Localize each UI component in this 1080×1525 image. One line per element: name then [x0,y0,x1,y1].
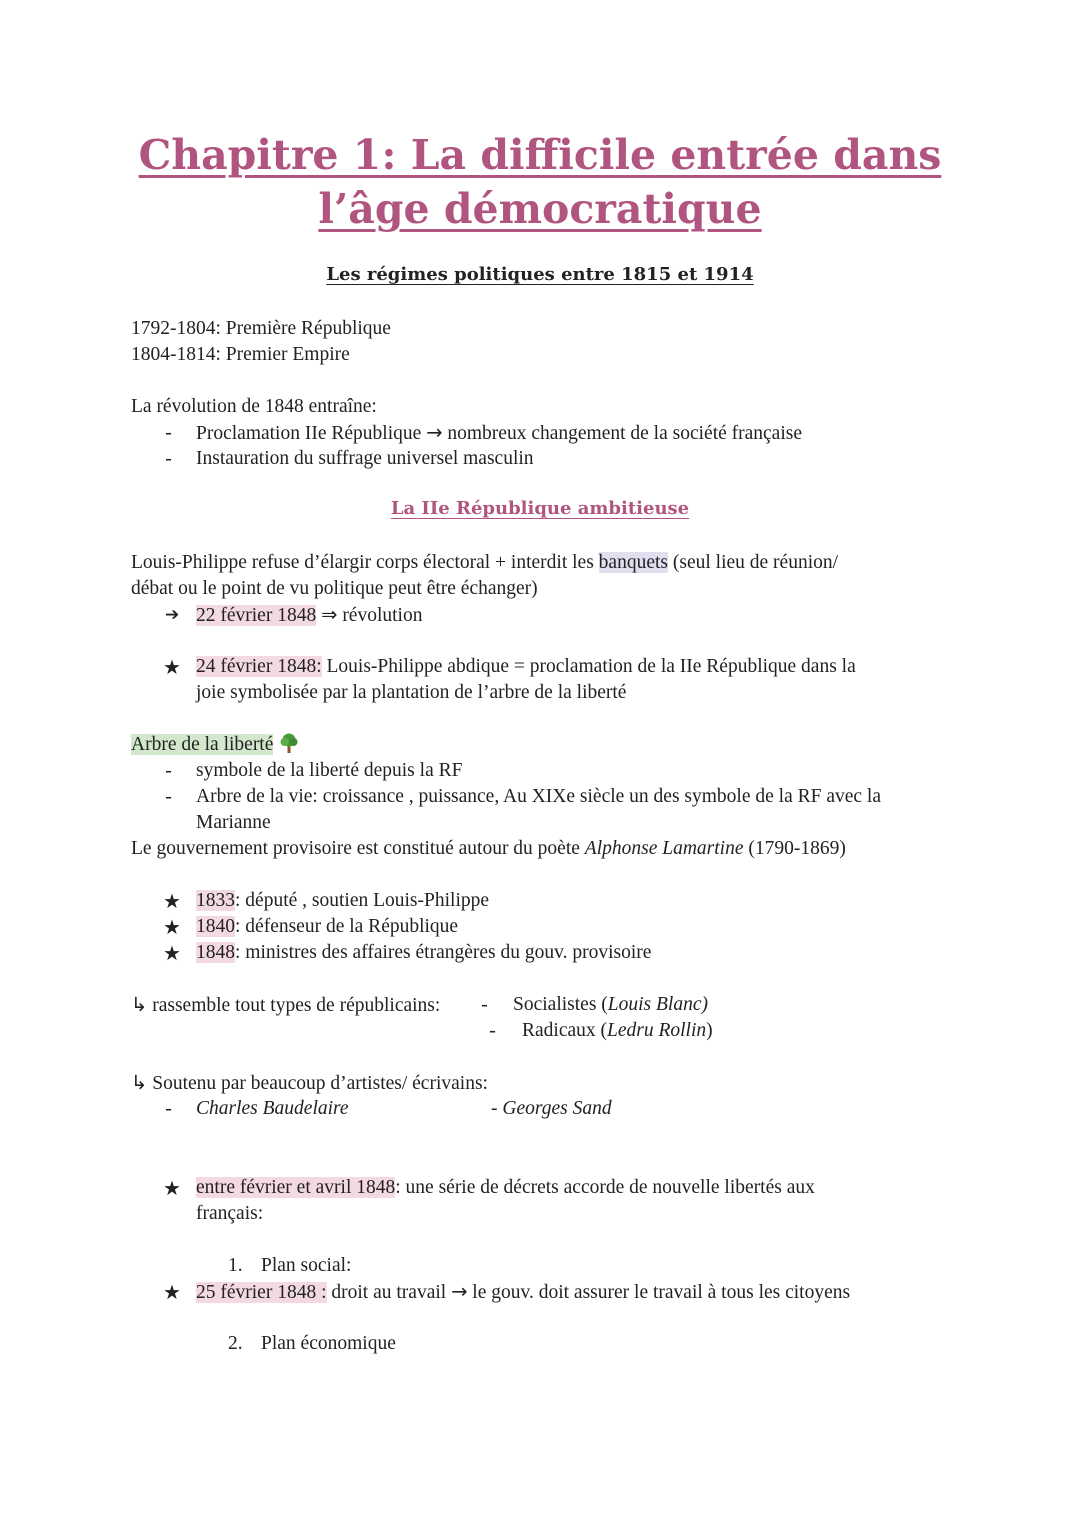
plan-economique: Plan économique [261,1333,396,1354]
bullet-text: Proclamation IIe République [196,423,422,444]
party-leader: Louis Blanc) [607,994,708,1015]
highlight-year: 1840 [196,916,235,937]
bullet-text-rest: nombreux changement de la société française [442,423,803,444]
artist-sand [491,1096,612,1122]
soutenu-line [131,1070,488,1097]
arrow-item-revolution [196,602,422,629]
tree-bullet-2-line2: Marianne [196,812,271,833]
p1-text: Louis-Philippe refuse d’élargir corps électoral + interdit les [131,552,599,573]
highlight-banquets: banquets [598,552,668,573]
highlight-year: 1848 [196,942,235,963]
highlight-year: 1833 [196,890,235,911]
party-label: Radicaux ( [522,1020,608,1041]
bullet-dash: - [165,1097,173,1120]
star-item-abdication-line2: joie symbolisée par la plantation de l’arbre de la liberté [196,682,627,703]
plan-number-2: 2. [228,1333,243,1354]
highlight-date: 22 février 1848 [196,605,317,626]
highlight-date: 25 février 1848 : [196,1282,327,1303]
section-heading-republique: La IIe République ambitieuse [390,498,690,519]
bullet-dash: - [489,1019,497,1042]
tree-bullet-1: symbole de la liberté depuis la RF [196,760,463,781]
rassemble-text: rassemble tout types de républicains: [147,995,441,1016]
plan-social: Plan social: [261,1255,352,1276]
decrets-text: : une série de décrets accorde de nouvelle libertés aux [395,1177,815,1198]
rassemble-socialistes [513,992,708,1018]
bullet-proclamation [196,420,802,447]
page-title-line2: l’âge démocratique [318,185,762,233]
hook-arrow-icon: ↳ [131,1071,148,1094]
artist-baudelaire [196,1096,349,1122]
lamartine-text: : député , soutien Louis-Philippe [235,890,490,911]
tree-icon [278,732,300,754]
travail-rest: le gouv. doit assurer le travail à tous les citoyens [467,1282,851,1303]
section-heading-regimes: Les régimes politiques entre 1815 et 1914 [326,264,754,285]
arrow-right-icon: → [451,1280,468,1303]
gov-text: Le gouvernement provisoire est constitué autour du poète [131,838,585,859]
star-icon: ★ [163,941,181,965]
star-icon: ★ [163,889,181,913]
plan-number-1: 1. [228,1255,243,1276]
regime-line-2: 1804-1814: Premier Empire [131,344,350,365]
highlight-date: entre février et avril 1848 [196,1177,396,1198]
paragraph-gouvernement [131,836,846,862]
star-item-decrets-line2: français: [196,1203,264,1224]
revolution-intro: La révolution de 1848 entraîne: [131,396,377,417]
paragraph-louis-philippe [131,550,838,576]
lamartine-item-2 [196,914,458,940]
artist-name: Charles Baudelaire [196,1098,349,1119]
star-icon: ★ [163,915,181,939]
tree-label-row [131,732,300,758]
rassemble-radicaux [522,1018,713,1044]
star-item-text: Louis-Philippe abdique = proclamation de la IIe République dans la [321,656,856,677]
soutenu-text: Soutenu par beaucoup d’artistes/ écrivains: [147,1073,488,1094]
arrow-item-text: révolution [337,605,423,626]
gov-name: Alphonse Lamartine [584,838,744,859]
paragraph-louis-philippe-line2: débat ou le point de vu politique peut être échanger) [131,578,538,599]
lamartine-item-3 [196,940,651,966]
highlight-date: 24 février 1848: [196,656,322,677]
party-leader: Ledru Rollin [607,1020,707,1041]
star-icon: ★ [163,1280,181,1304]
travail-text: droit au travail [326,1282,452,1303]
star-icon: ★ [163,1176,181,1200]
bullet-dash: - [165,447,173,470]
bullet-suffrage: Instauration du suffrage universel masculin [196,448,534,469]
artist-name: - Georges Sand [491,1098,612,1119]
bullet-dash: - [165,759,173,782]
lamartine-item-1 [196,888,489,914]
lamartine-text: : ministres des affaires étrangères du gouv. provisoire [235,942,652,963]
page-title-line1: Chapitre 1: La difficile entrée dans [138,131,942,179]
gov-years: (1790-1869) [743,838,846,859]
arrow-right-icon: → [426,421,443,444]
star-item-travail [196,1279,850,1306]
bullet-dash: - [165,785,173,808]
lamartine-text: : défenseur de la République [235,916,459,937]
bullet-dash: - [481,993,489,1016]
tree-bullet-2: Arbre de la vie: croissance , puissance, Au XIXe siècle un des symbole de la RF avec la [196,786,881,807]
star-item-decrets [196,1175,815,1201]
arrow-bullet-icon: ➔ [165,605,180,625]
rassemble-line [131,992,440,1019]
highlight-tree-label: Arbre de la liberté [131,734,274,755]
p1-text-after: (seul lieu de réunion/ [668,552,839,573]
star-icon: ★ [163,655,181,679]
regime-line-1: 1792-1804: Première République [131,318,391,339]
party-label: Socialistes ( [513,994,608,1015]
implies-icon: ⇒ [321,603,338,626]
hook-arrow-icon: ↳ [131,993,148,1016]
bullet-dash: - [165,421,173,444]
star-item-abdication [196,654,856,680]
party-tail: ) [706,1020,713,1041]
